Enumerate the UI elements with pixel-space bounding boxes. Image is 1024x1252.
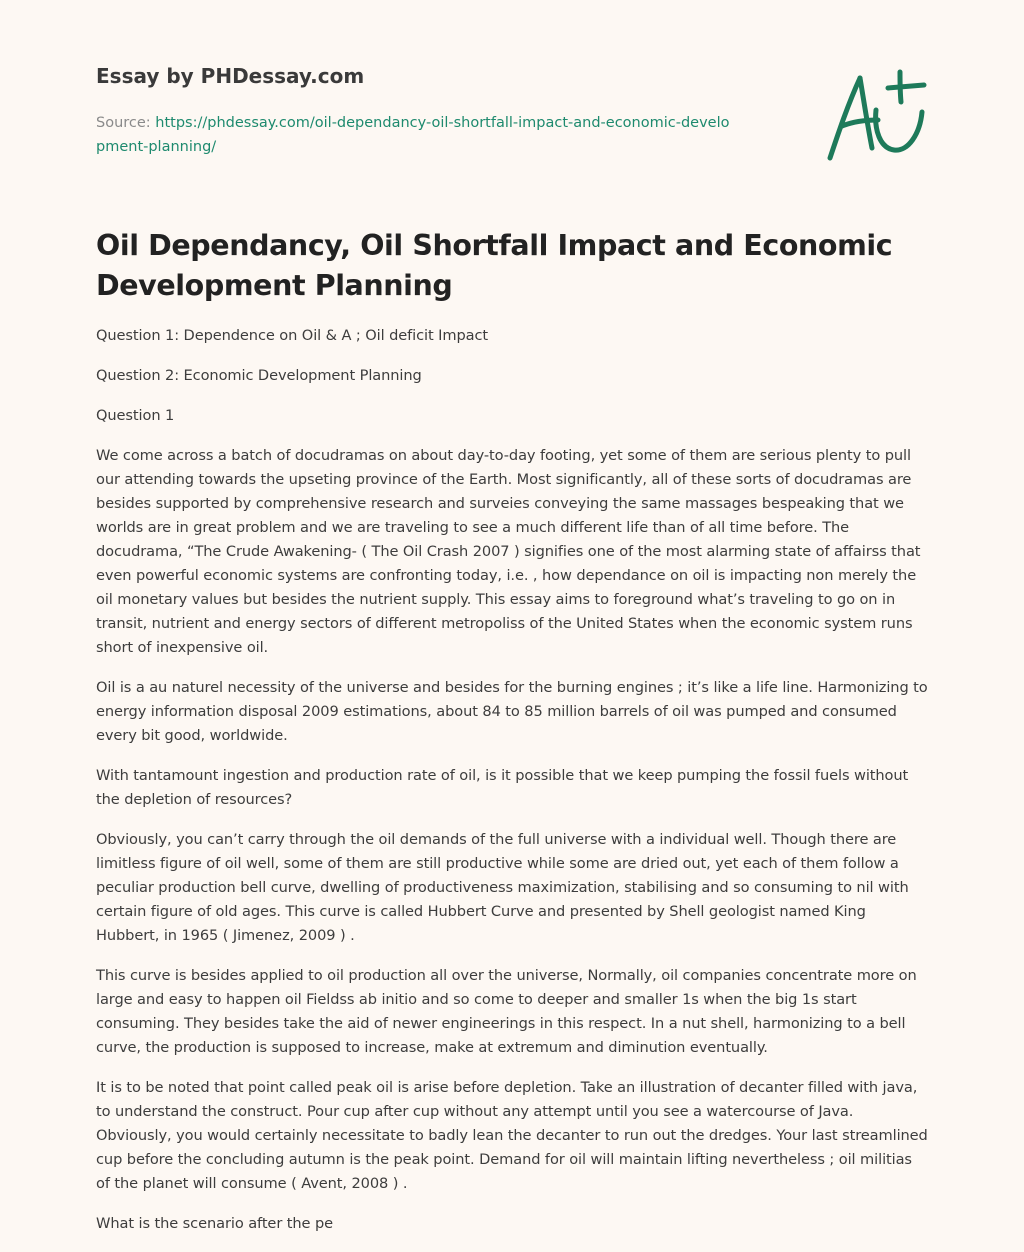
site-brand: Essay by PHDessay.com <box>96 64 365 88</box>
paragraph: It is to be noted that point called peak oil is arise before depletion. Take an illustration of decanter filled with java, to understand the construct. Pour cup after cup without any attempt until you see a watercourse of Java. Obviously, you would certainly necessitate to badly lean the decanter to run out the dredges. Your last streamlined cup before the concluding autumn is the peak point. Demand for oil will maintain lifting nevertheless ; oil militias of the planet will consume ( Avent, 2008 ) . <box>96 1079 928 1192</box>
paragraph: Question 1 <box>96 407 175 424</box>
paragraph: What is the scenario after the pe <box>96 1215 333 1232</box>
source-line <box>96 111 736 159</box>
source-label: Source: <box>96 115 156 131</box>
paragraph: Obviously, you can’t carry through the oil demands of the full universe with a individual well. Though there are limitless figure of oil well, some of them are still productive while some are dried out, yet each of them follow a peculiar production bell curve, dwelling of productiveness maximization, stabilising and so consuming to nil with certain figure of old ages. This curve is called Hubbert Curve and presented by Shell geologist named King Hubbert, in 1965 ( Jimenez, 2009 ) . <box>96 831 909 944</box>
essay-title: Oil Dependancy, Oil Shortfall Impact and Economic Development Planning <box>96 229 893 302</box>
source-link[interactable]: https://phdessay.com/oil-dependancy-oil-shortfall-impact-and-economic-development-planning/ <box>96 115 730 155</box>
paragraph: Question 2: Economic Development Planning <box>96 367 422 384</box>
paragraph: Question 1: Dependence on Oil & A ; Oil deficit Impact <box>96 327 489 344</box>
paragraph: Oil is a au naturel necessity of the universe and besides for the burning engines ; it’s like a life line. Harmonizing to energy information disposal 2009 estimations, about 84 to 85 million barrels of oil was pumped and consumed every bit good, worldwide. <box>96 679 928 744</box>
paragraph: This curve is besides applied to oil production all over the universe, Normally, oil companies concentrate more on large and easy to happen oil Fieldss ab initio and so come to deeper and smaller 1s when the big 1s start consuming. They besides take the aid of newer engineerings in this respect. In a nut shell, harmonizing to a bell curve, the production is supposed to increase, make at extremum and diminution eventually. <box>96 967 917 1056</box>
essay-body <box>96 324 928 1252</box>
paragraph: With tantamount ingestion and production rate of oil, is it possible that we keep pumping the fossil fuels without the depletion of resources? <box>96 767 909 808</box>
a-plus-logo-icon <box>824 68 928 164</box>
paragraph: We come across a batch of docudramas on about day-to-day footing, yet some of them are serious plenty to pull our attending towards the upseting province of the Earth. Most significantly, all of these sorts of docudramas are besides supported by comprehensive research and surveies conveying the same massages bespeaking that we worlds are in great problem and we are traveling to see a much different life than of all time before. The docudrama, “The Crude Awakening- ( The Oil Crash 2007 ) signifies one of the most alarming state of affairss that even powerful economic systems are confronting today, i.e. , how dependance on oil is impacting non merely the oil monetary values but besides the nutrient supply. This essay aims to foreground what’s traveling to go on in transit, nutrient and energy sectors of different metropoliss of the United States when the economic system runs short of inexpensive oil. <box>96 447 921 656</box>
